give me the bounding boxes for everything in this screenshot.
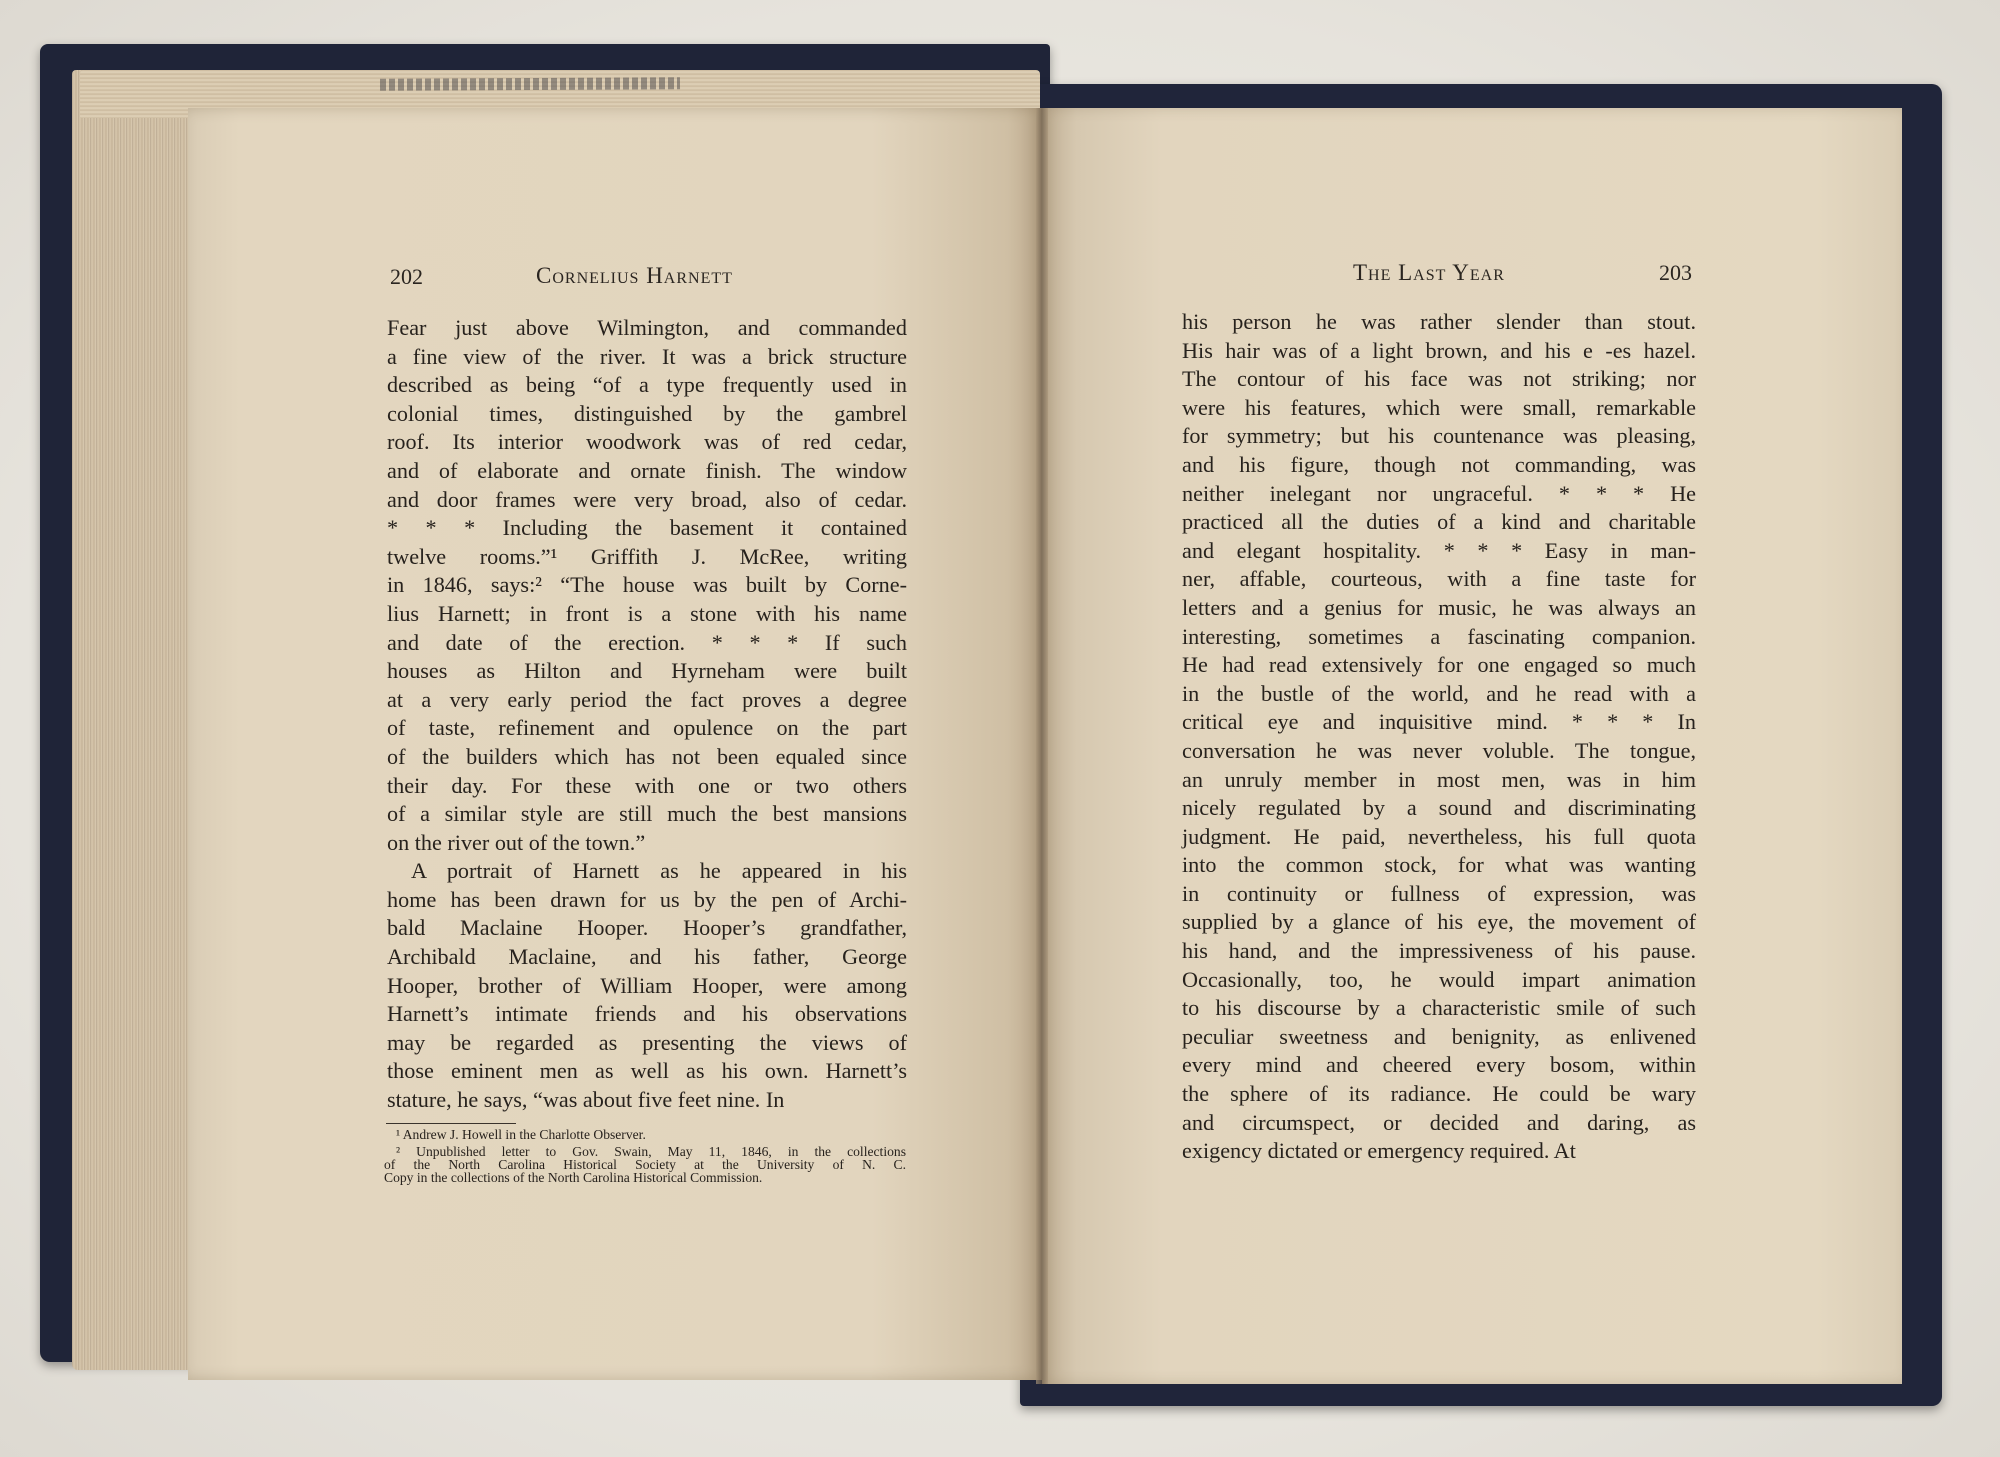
text-line: home has been drawn for us by the pen of Archi- bbox=[387, 886, 907, 912]
text-line: in continuity or fullness of expression, was bbox=[1182, 880, 1696, 906]
text-line: every mind and cheered every bosom, within bbox=[1182, 1052, 1696, 1078]
text-line: peculiar sweetness and benignity, as enlivened bbox=[1182, 1023, 1696, 1049]
text-line: * * * Including the basement it contained bbox=[387, 515, 907, 541]
footnote-line: ¹ Andrew J. Howell in the Charlotte Observer. bbox=[396, 1127, 646, 1142]
text-line: their day. For these with one or two others bbox=[387, 772, 907, 798]
text-line: and his figure, though not commanding, was bbox=[1182, 451, 1696, 477]
text-line: A portrait of Harnett as he appeared in his bbox=[411, 858, 907, 884]
text-line: letters and a genius for music, he was always an bbox=[1182, 594, 1696, 620]
text-line: on the river out of the town.” bbox=[387, 829, 646, 855]
footnote-line: Copy in the collections of the North Carolina Historical Commission. bbox=[384, 1170, 763, 1185]
text-line: stature, he says, “was about five feet nine. In bbox=[387, 1087, 785, 1113]
text-line: Fear just above Wilmington, and commanded bbox=[387, 315, 907, 340]
right-running-head: The Last Year bbox=[1353, 260, 1505, 285]
text-line: nicely regulated by a sound and discriminating bbox=[1182, 795, 1696, 821]
page-edges-stack bbox=[72, 70, 192, 1370]
text-line: may be regarded as presenting the views of bbox=[387, 1029, 907, 1055]
text-line: The contour of his face was not striking; nor bbox=[1182, 366, 1696, 392]
text-line: into the common stock, for what was wanting bbox=[1182, 852, 1696, 878]
text-line: and elegant hospitality. * * * Easy in man- bbox=[1182, 537, 1696, 563]
text-line: and of elaborate and ornate finish. The window bbox=[387, 457, 907, 483]
text-line: his person he was rather slender than stout. bbox=[1182, 309, 1696, 334]
text-line: in 1846, says:² “The house was built by Corne- bbox=[387, 572, 907, 598]
left-page-body bbox=[387, 314, 907, 1115]
text-line: in the bustle of the world, and he read with a bbox=[1182, 680, 1696, 706]
text-line: and date of the erection. * * * If such bbox=[387, 629, 907, 655]
text-line: of taste, refinement and opulence on the part bbox=[387, 715, 907, 741]
text-line: of the builders which has not been equaled since bbox=[387, 743, 907, 769]
text-line: Hooper, brother of William Hooper, were among bbox=[387, 972, 907, 998]
right-page-body bbox=[1182, 308, 1696, 1166]
edge-stamp-decoration bbox=[380, 77, 680, 91]
footnote-line: ² Unpublished letter to Gov. Swain, May 11, 1846, in the collections bbox=[396, 1144, 906, 1159]
text-line: a fine view of the river. It was a brick structure bbox=[387, 343, 907, 369]
text-line: for symmetry; but his countenance was pleasing, bbox=[1182, 423, 1696, 449]
text-line: Harnett’s intimate friends and his observations bbox=[387, 1001, 907, 1027]
text-line: were his features, which were small, remarkable bbox=[1182, 394, 1696, 420]
text-line: lius Harnett; in front is a stone with his name bbox=[387, 600, 907, 626]
text-line: practiced all the duties of a kind and charitable bbox=[1182, 509, 1696, 535]
right-page-number: 203 bbox=[1659, 260, 1692, 285]
text-line: supplied by a glance of his eye, the movement of bbox=[1182, 909, 1696, 935]
text-line: of a similar style are still much the best mansions bbox=[387, 801, 907, 827]
footnote-line: of the North Carolina Historical Society at the University of N. C. bbox=[384, 1157, 906, 1172]
text-line: exigency dictated or emergency required. At bbox=[1182, 1138, 1576, 1164]
text-line: ner, affable, courteous, with a fine taste for bbox=[1182, 566, 1696, 592]
left-page-footnotes bbox=[384, 1128, 906, 1184]
text-line: critical eye and inquisitive mind. * * * In bbox=[1182, 709, 1696, 735]
text-line: Archibald Maclaine, and his father, George bbox=[387, 944, 907, 970]
text-line: his hand, and the impressiveness of his pause. bbox=[1182, 938, 1696, 964]
footnote-rule bbox=[386, 1123, 516, 1124]
text-line: interesting, sometimes a fascinating companion. bbox=[1182, 623, 1696, 649]
text-line: Occasionally, too, he would impart animation bbox=[1182, 966, 1696, 992]
text-line: those eminent men as well as his own. Harnett’s bbox=[387, 1058, 907, 1084]
text-line: He had read extensively for one engaged so much bbox=[1182, 652, 1696, 678]
text-line: an unruly member in most men, was in him bbox=[1182, 766, 1696, 792]
text-line: bald Maclaine Hooper. Hooper’s grandfather, bbox=[387, 915, 907, 941]
text-line: and door frames were very broad, also of cedar. bbox=[387, 486, 907, 512]
text-line: roof. Its interior woodwork was of red cedar, bbox=[387, 429, 907, 455]
text-line: houses as Hilton and Hyrneham were built bbox=[387, 658, 907, 684]
text-line: described as being “of a type frequently used in bbox=[387, 372, 907, 398]
text-line: judgment. He paid, nevertheless, his full quota bbox=[1182, 823, 1696, 849]
text-line: His hair was of a light brown, and his e -es hazel. bbox=[1182, 337, 1696, 363]
left-page-number: 202 bbox=[390, 264, 423, 289]
text-line: neither inelegant nor ungraceful. * * * He bbox=[1182, 480, 1696, 506]
text-line: to his discourse by a characteristic smile of such bbox=[1182, 995, 1696, 1021]
text-line: conversation he was never voluble. The tongue, bbox=[1182, 737, 1696, 763]
left-running-head: Cornelius Harnett bbox=[536, 263, 733, 288]
text-line: the sphere of its radiance. He could be wary bbox=[1182, 1081, 1696, 1107]
text-line: twelve rooms.”¹ Griffith J. McRee, writing bbox=[387, 543, 907, 569]
text-line: and circumspect, or decided and daring, as bbox=[1182, 1109, 1696, 1135]
text-line: colonial times, distinguished by the gambrel bbox=[387, 400, 907, 426]
text-line: at a very early period the fact proves a degree bbox=[387, 686, 907, 712]
book-gutter bbox=[1036, 108, 1048, 1384]
